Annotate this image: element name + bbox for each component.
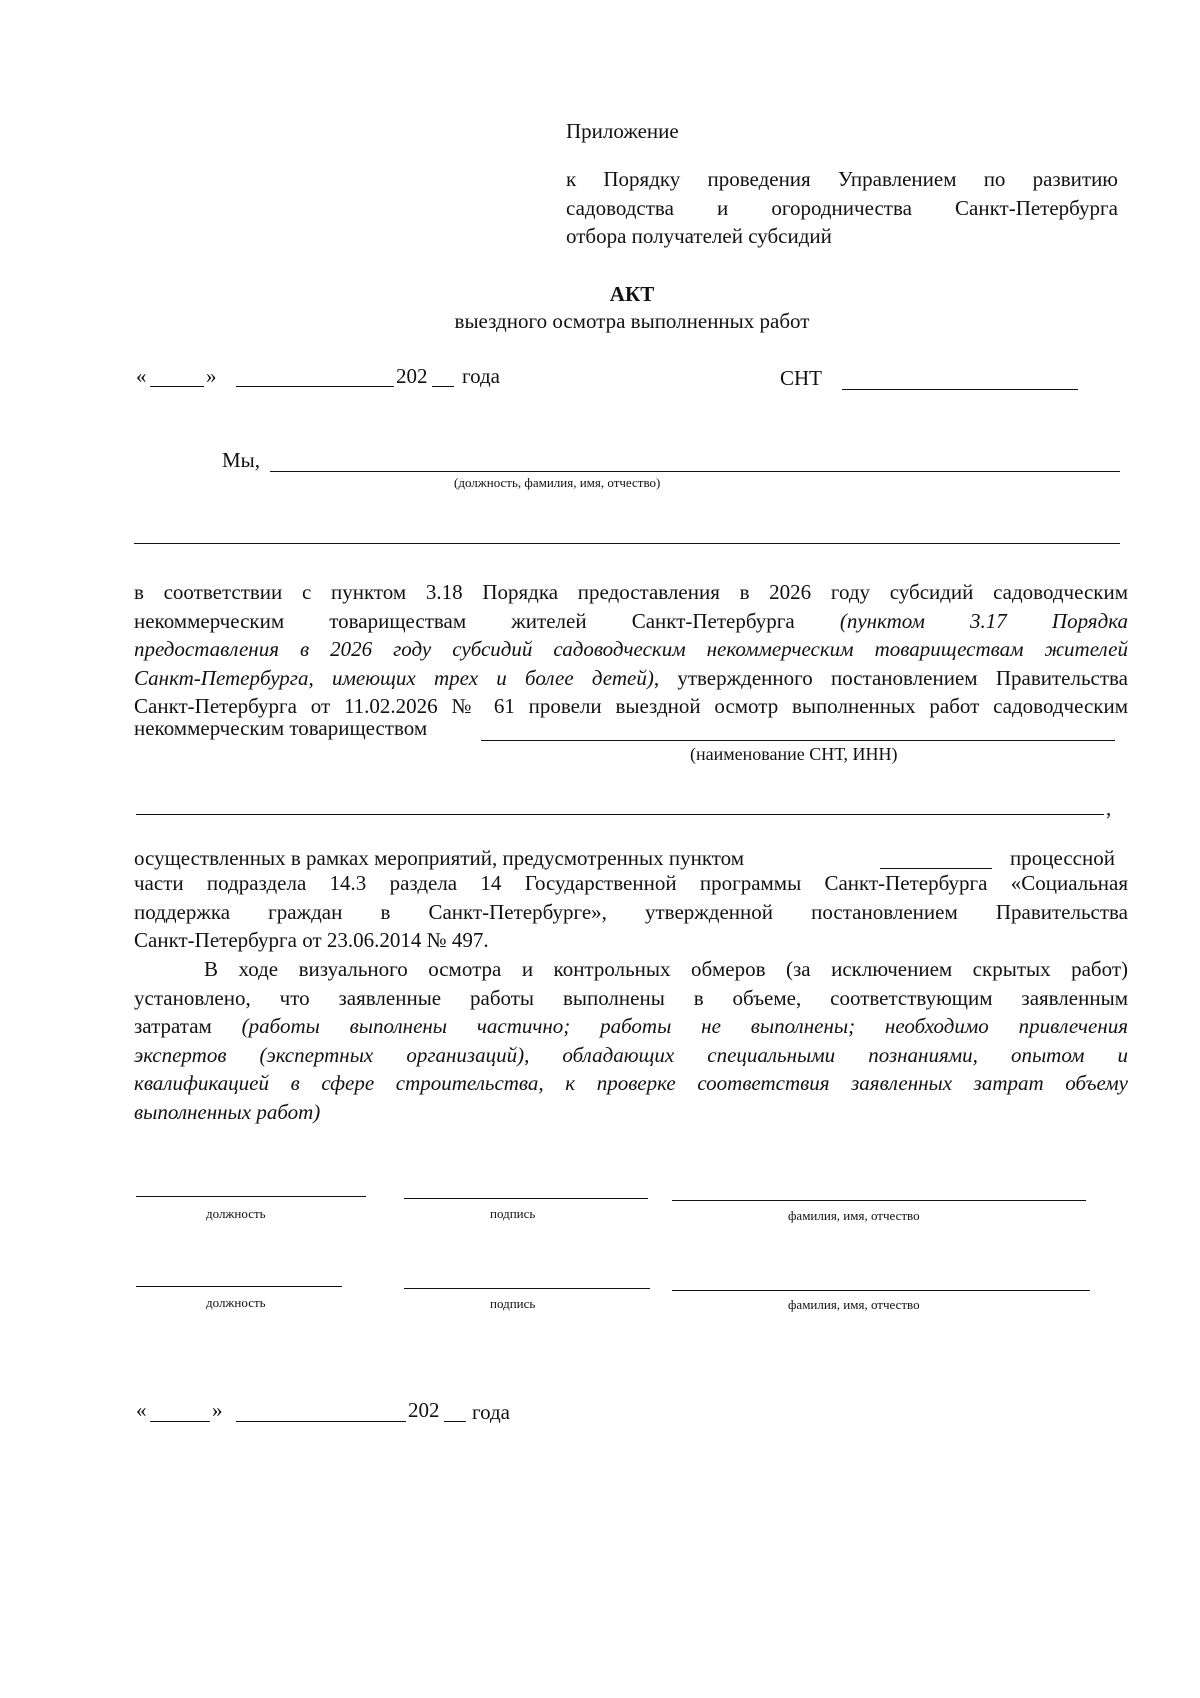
act-subtitle: выездного осмотра выполненных работ (454, 309, 810, 333)
appendix-title: Приложение (566, 119, 679, 143)
act-title: АКТ (609, 282, 655, 306)
paragraph-line: установлено, что заявленные работы выполнены в объеме, соответствующим заявленным (134, 985, 1128, 1010)
day-field[interactable] (150, 386, 204, 387)
snt-name-caption: (наименование СНТ, ИНН) (690, 744, 898, 764)
signature-sign-caption: подпись (490, 1296, 536, 1311)
paragraph-2 (134, 869, 1128, 955)
bottom-date-year-word: года (472, 1400, 510, 1424)
signature-name-field[interactable] (672, 1200, 1086, 1201)
appendix-ref-line: отбора получателей субсидий (566, 224, 832, 248)
paragraph-1-last-line: некоммерческим товариществом (134, 716, 428, 740)
trailing-comma: , (1106, 796, 1112, 820)
participants-field-continued[interactable] (134, 543, 1120, 544)
paragraph-line: предоставления в 2026 году субсидий садоводческим некоммерческим товариществам жителей (134, 637, 1128, 661)
paragraph-line: поддержка граждан в Санкт-Петербурге», утвержденной постановлением Правительства (134, 899, 1128, 924)
paragraph-line: экспертов (экспертных организаций), обладающих специальными познаниями, опытом и (134, 1042, 1128, 1067)
snt-name-field-continued[interactable] (136, 814, 1104, 815)
we-label: Мы, (222, 448, 261, 472)
snt-name-field[interactable] (481, 740, 1115, 741)
date-year: 202 (396, 364, 428, 388)
paragraph-line: Санкт-Петербурга от 23.06.2014 № 497. (134, 928, 489, 952)
participants-field[interactable] (270, 471, 1120, 472)
snt-label: СНТ (780, 366, 822, 390)
paragraph-line: Санкт-Петербурга от 11.02.2026 № 61 провели выездной осмотр выполненных работ садоводческим (134, 694, 1128, 718)
paragraph-line: некоммерческим товариществам жителей Санкт-Петербурга (пунктом 3.17 Порядка (134, 608, 1128, 633)
signature-sign-caption: подпись (490, 1206, 536, 1221)
paragraph-3 (134, 955, 1128, 1126)
signature-name-caption: фамилия, имя, отчество (788, 1297, 920, 1312)
paragraph-line: части подраздела 14.3 раздела 14 Государственной программы Санкт-Петербурга «Социальная (134, 871, 1128, 895)
signature-position-field[interactable] (136, 1286, 342, 1287)
date-year-word: года (462, 364, 500, 388)
bottom-date-close-quote: » (212, 1398, 223, 1422)
snt-field[interactable] (842, 389, 1078, 390)
bottom-date-year: 202 (408, 1398, 440, 1422)
bottom-month-field[interactable] (236, 1421, 406, 1422)
paragraph-line: выполненных работ) (134, 1099, 321, 1124)
appendix-ref-line: садоводства и огородничества Санкт-Петербурга (566, 195, 1118, 220)
appendix-reference (566, 165, 1118, 251)
signature-name-caption: фамилия, имя, отчество (788, 1208, 920, 1223)
paragraph-line: квалификацией в сфере строительства, к проверке соответствия заявленных затрат объему (134, 1071, 1128, 1095)
paragraph-line: затратам (работы выполнены частично; работы не выполнены; необходимо привлечения (134, 1014, 1128, 1038)
month-field[interactable] (236, 386, 394, 387)
signature-position-caption: должность (206, 1295, 266, 1310)
bottom-day-field[interactable] (150, 1421, 210, 1422)
appendix-ref-line: к Порядку проведения Управлением по развитию (566, 167, 1118, 191)
paragraph-2-first-end: процессной (1010, 846, 1115, 870)
signature-position-field[interactable] (136, 1196, 366, 1197)
signature-sign-field[interactable] (404, 1198, 648, 1199)
date-close-quote: » (206, 364, 217, 388)
paragraph-line: в соответствии с пунктом 3.18 Порядка предоставления в 2026 году субсидий садоводческим (134, 580, 1128, 604)
year-digit-field[interactable] (432, 386, 454, 387)
signature-name-field[interactable] (672, 1290, 1090, 1291)
bottom-date-open-quote: « (136, 1398, 147, 1422)
paragraph-line: В ходе визуального осмотра и контрольных обмеров (за исключением скрытых работ) (204, 957, 1128, 981)
date-open-quote: « (136, 364, 147, 388)
paragraph-2-first-start: осуществленных в рамках мероприятий, предусмотренных пунктом (134, 846, 745, 870)
participants-caption: (должность, фамилия, имя, отчество) (454, 475, 661, 490)
paragraph-line: Санкт-Петербурга, имеющих трех и более детей), утвержденного постановлением Правительства (134, 665, 1128, 690)
paragraph-1 (134, 578, 1128, 721)
signature-sign-field[interactable] (404, 1288, 650, 1289)
bottom-year-digit-field[interactable] (444, 1421, 466, 1422)
signature-position-caption: должность (206, 1206, 266, 1221)
